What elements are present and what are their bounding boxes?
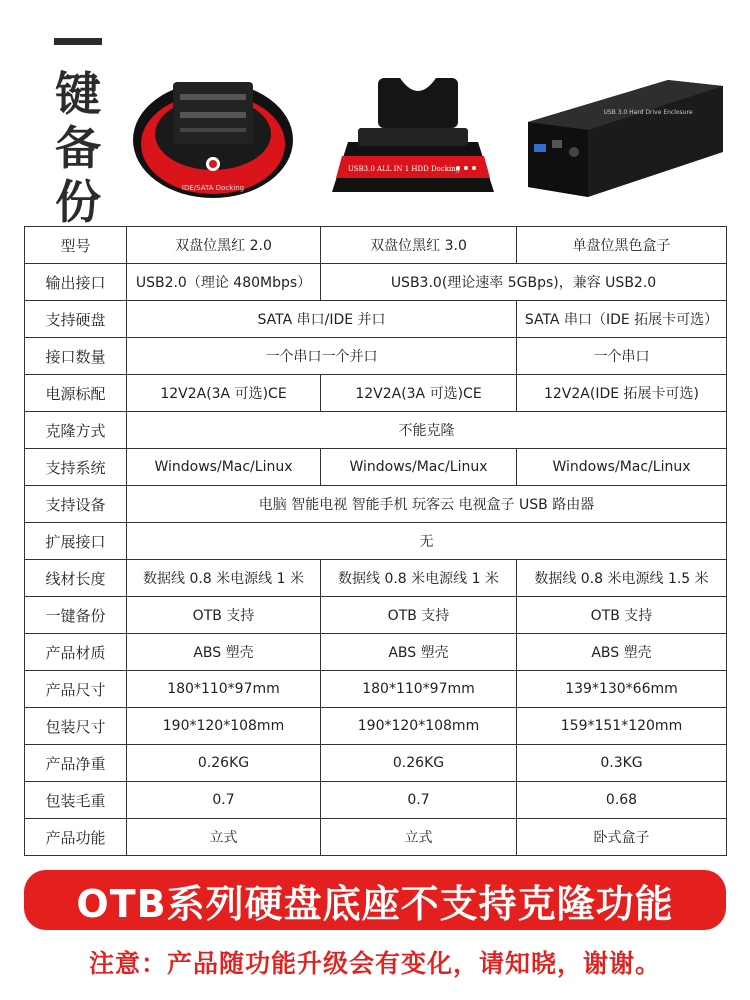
table-cell: 不能克隆 <box>127 412 727 449</box>
row-label: 克隆方式 <box>25 412 127 449</box>
table-cell: 190*120*108mm <box>127 708 321 745</box>
table-row <box>25 708 727 745</box>
table-cell: USB2.0（理论 480Mbps） <box>127 264 321 301</box>
table-row <box>25 449 727 486</box>
dual-bay-dock-usb3-icon <box>318 72 508 202</box>
table-row <box>25 338 727 375</box>
table-row <box>25 375 727 412</box>
row-label: 产品功能 <box>25 819 127 856</box>
row-label: 产品尺寸 <box>25 671 127 708</box>
table-cell: 12V2A(IDE 拓展卡可选) <box>517 375 727 412</box>
table-cell: ABS 塑壳 <box>127 634 321 671</box>
table-cell: 立式 <box>127 819 321 856</box>
table-cell: OTB 支持 <box>321 597 517 634</box>
table-cell: 12V2A(3A 可选)CE <box>127 375 321 412</box>
table-row <box>25 264 727 301</box>
table-cell: 0.7 <box>127 782 321 819</box>
model-col-3: 单盘位黑色盒子 <box>517 227 727 264</box>
table-cell: 0.7 <box>321 782 517 819</box>
model-col-2: 双盘位黑红 3.0 <box>321 227 517 264</box>
table-cell: 0.3KG <box>517 745 727 782</box>
table-cell: 180*110*97mm <box>321 671 517 708</box>
title-char-3: 份 <box>55 175 101 229</box>
table-cell: 一个串口一个并口 <box>127 338 517 375</box>
table-row <box>25 671 727 708</box>
dock2-label: USB3.0 ALL IN 1 HDD Docking <box>347 165 461 173</box>
product-images <box>128 62 728 212</box>
table-cell: 180*110*97mm <box>127 671 321 708</box>
table-row <box>25 301 727 338</box>
row-label: 输出接口 <box>25 264 127 301</box>
table-row <box>25 412 727 449</box>
table-cell: 数据线 0.8 米电源线 1 米 <box>321 560 517 597</box>
table-row <box>25 597 727 634</box>
row-label: 产品材质 <box>25 634 127 671</box>
title-char-1: 键 <box>55 67 101 121</box>
warning-banner: OTB系列硬盘底座不支持克隆功能 <box>24 870 726 930</box>
title-char-2: 备 <box>55 121 101 175</box>
table-row <box>25 634 727 671</box>
table-row <box>25 745 727 782</box>
table-cell: SATA 串口（IDE 拓展卡可选） <box>517 301 727 338</box>
table-cell: 12V2A(3A 可选)CE <box>321 375 517 412</box>
table-cell: 无 <box>127 523 727 560</box>
row-label: 扩展接口 <box>25 523 127 560</box>
table-cell: ABS 塑壳 <box>321 634 517 671</box>
table-cell: Windows/Mac/Linux <box>321 449 517 486</box>
table-cell: 数据线 0.8 米电源线 1 米 <box>127 560 321 597</box>
table-cell: 159*151*120mm <box>517 708 727 745</box>
single-bay-enclosure-icon <box>518 62 728 212</box>
row-label: 支持硬盘 <box>25 301 127 338</box>
table-cell: 立式 <box>321 819 517 856</box>
table-cell: 0.26KG <box>127 745 321 782</box>
table-cell: 卧式盒子 <box>517 819 727 856</box>
table-cell: Windows/Mac/Linux <box>127 449 321 486</box>
row-label: 产品净重 <box>25 745 127 782</box>
footer-note: 注意：产品随功能升级会有变化，请知晓，谢谢。 <box>88 949 661 978</box>
title-dash <box>54 38 102 45</box>
table-cell: 电脑 智能电视 智能手机 玩客云 电视盒子 USB 路由器 <box>127 486 727 523</box>
table-cell: 一个串口 <box>517 338 727 375</box>
dock1-label: IDE/SATA Docking <box>181 184 245 192</box>
table-cell: 数据线 0.8 米电源线 1.5 米 <box>517 560 727 597</box>
table-cell: SATA 串口/IDE 并口 <box>127 301 517 338</box>
table-cell: ABS 塑壳 <box>517 634 727 671</box>
table-header-row <box>25 227 727 264</box>
table-cell: OTB 支持 <box>517 597 727 634</box>
table-cell: 0.68 <box>517 782 727 819</box>
row-label: 电源标配 <box>25 375 127 412</box>
table-cell: 190*120*108mm <box>321 708 517 745</box>
row-label: 接口数量 <box>25 338 127 375</box>
table-row <box>25 782 727 819</box>
table-cell: USB3.0(理论速率 5GBps)，兼容 USB2.0 <box>321 264 727 301</box>
row-label: 支持设备 <box>25 486 127 523</box>
row-label: 支持系统 <box>25 449 127 486</box>
table-cell: Windows/Mac/Linux <box>517 449 727 486</box>
spec-table <box>24 226 727 856</box>
table-row <box>25 560 727 597</box>
row-label: 一键备份 <box>25 597 127 634</box>
row-label: 型号 <box>25 227 127 264</box>
model-col-1: 双盘位黑红 2.0 <box>127 227 321 264</box>
vertical-title <box>48 16 108 229</box>
table-cell: OTB 支持 <box>127 597 321 634</box>
dual-bay-dock-usb2-icon <box>128 72 298 202</box>
row-label: 包装尺寸 <box>25 708 127 745</box>
enclosure-label: USB 3.0 Hard Drive Enclosure <box>603 109 693 116</box>
table-row <box>25 523 727 560</box>
table-cell: 139*130*66mm <box>517 671 727 708</box>
table-row <box>25 486 727 523</box>
row-label: 包装毛重 <box>25 782 127 819</box>
row-label: 线材长度 <box>25 560 127 597</box>
table-row <box>25 819 727 856</box>
table-cell: 0.26KG <box>321 745 517 782</box>
